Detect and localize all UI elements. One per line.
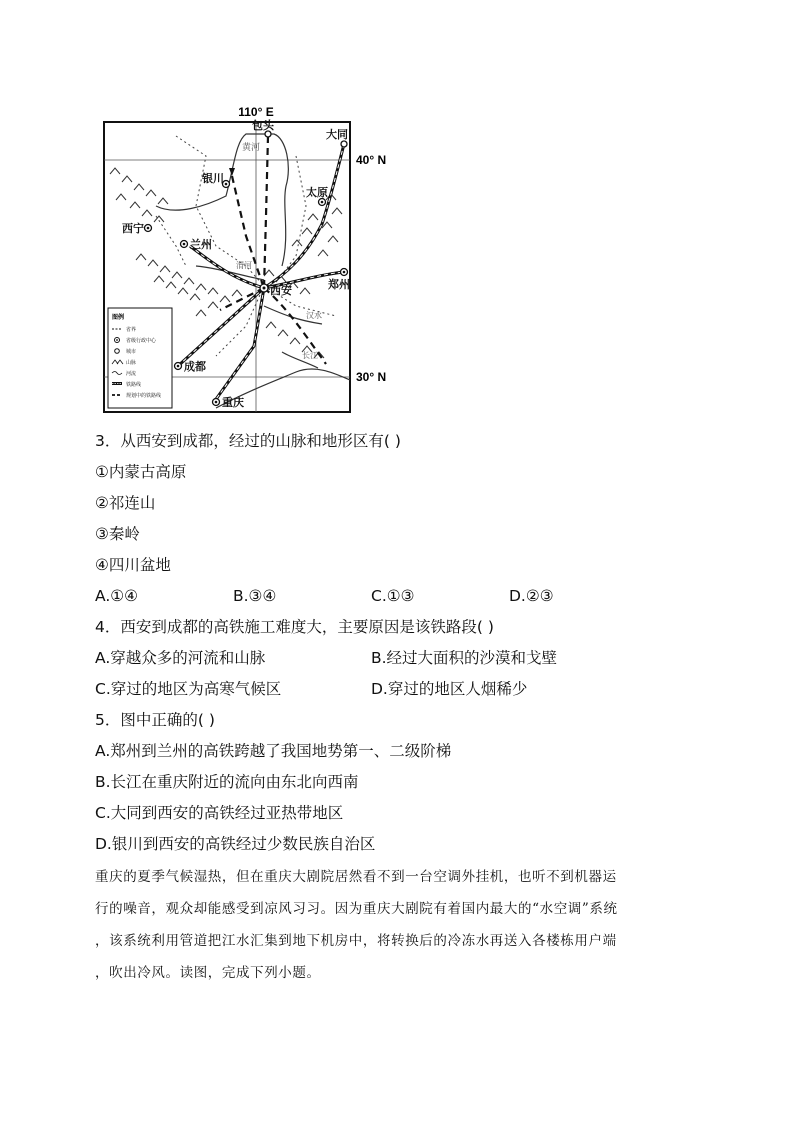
city-label-yinchuan: 银川 bbox=[202, 172, 224, 185]
legend-item-label: 规划中的铁路线 bbox=[126, 393, 162, 399]
question-3-item: ②祁连山 bbox=[95, 494, 156, 512]
river-label-hanshui: 汉水 bbox=[306, 311, 322, 320]
city-label-xian: 西安 bbox=[270, 284, 292, 297]
city-label-baotou: 包头 bbox=[252, 119, 274, 132]
question-4-option-d[interactable]: D.穿过的地区人烟稀少 bbox=[371, 680, 528, 698]
legend-item-label: 山脉 bbox=[126, 360, 137, 366]
city-label-xining: 西宁 bbox=[122, 222, 144, 235]
legend-item-label: 城市 bbox=[126, 349, 137, 355]
question-5-option-a[interactable]: A.郑州到兰州的高铁跨越了我国地势第一、二级阶梯 bbox=[95, 742, 452, 760]
question-3-option-d[interactable]: D.②③ bbox=[509, 587, 554, 605]
question-3-option-b[interactable]: B.③④ bbox=[233, 587, 277, 605]
city-label-lanzhou: 兰州 bbox=[190, 238, 212, 251]
question-3-item: ①内蒙古高原 bbox=[95, 463, 187, 481]
question-3-item: ③秦岭 bbox=[95, 525, 140, 543]
lat30-label: 30° N bbox=[356, 370, 387, 384]
question-4-option-c[interactable]: C.穿过的地区为高寒气候区 bbox=[95, 680, 282, 698]
question-4-option-b[interactable]: B.经过大面积的沙漠和戈壁 bbox=[371, 649, 558, 667]
city-label-datong: 大同 bbox=[326, 128, 348, 141]
question-4-option-a[interactable]: A.穿越众多的河流和山脉 bbox=[95, 649, 266, 667]
question-5-option-b[interactable]: B.长江在重庆附近的流向由东北向西南 bbox=[95, 773, 359, 791]
question-3-option-a[interactable]: A.①④ bbox=[95, 587, 139, 605]
question-3-stem: 3．从西安到成都，经过的山脉和地形区有( ) bbox=[95, 432, 401, 450]
city-label-zhengzhou: 郑州 bbox=[328, 278, 350, 291]
river-label-changjiang: 长江 bbox=[302, 351, 318, 360]
question-4-stem: 4．西安到成都的高铁施工难度大，主要原因是该铁路段( ) bbox=[95, 618, 494, 636]
passage-line: ，吹出冷风。读图，完成下列小题。 bbox=[95, 965, 321, 981]
question-5-stem: 5．图中正确的( ) bbox=[95, 711, 215, 729]
passage-line: 重庆的夏季气候湿热，但在重庆大剧院居然看不到一台空调外挂机，也听不到机器运 bbox=[95, 869, 617, 885]
river-label-huanghe: 黄河 bbox=[242, 143, 261, 153]
city-label-chengdu: 成都 bbox=[184, 360, 206, 373]
legend-title: 图例 bbox=[112, 314, 125, 321]
passage-line: ，该系统利用管道把江水汇集到地下机房中，将转换后的冷冻水再送入各楼栋用户端 bbox=[95, 933, 617, 949]
question-3-item: ④四川盆地 bbox=[95, 556, 171, 574]
map-figure bbox=[96, 96, 396, 416]
longitude-label: 110° E bbox=[238, 105, 274, 119]
question-5-option-d[interactable]: D.银川到西安的高铁经过少数民族自治区 bbox=[95, 835, 376, 853]
legend-item-label: 省级行政中心 bbox=[126, 338, 157, 344]
legend-item-label: 铁路线 bbox=[126, 382, 142, 388]
passage-line: 行的噪音，观众却能感受到凉风习习。因为重庆大剧院有着国内最大的“水空调”系统 bbox=[95, 901, 618, 917]
river-label-weihe: 渭河 bbox=[236, 261, 252, 270]
map-legend bbox=[108, 308, 172, 408]
question-3-option-c[interactable]: C.①③ bbox=[371, 587, 415, 605]
city-label-chongqing: 重庆 bbox=[222, 396, 244, 409]
lat40-label: 40° N bbox=[356, 153, 387, 167]
question-5-option-c[interactable]: C.大同到西安的高铁经过亚热带地区 bbox=[95, 804, 344, 822]
city-label-taiyuan: 太原 bbox=[306, 186, 328, 199]
legend-item-label: 省界 bbox=[126, 327, 137, 333]
legend-item-label: 河流 bbox=[126, 371, 137, 377]
city-marker-datong bbox=[341, 141, 347, 147]
